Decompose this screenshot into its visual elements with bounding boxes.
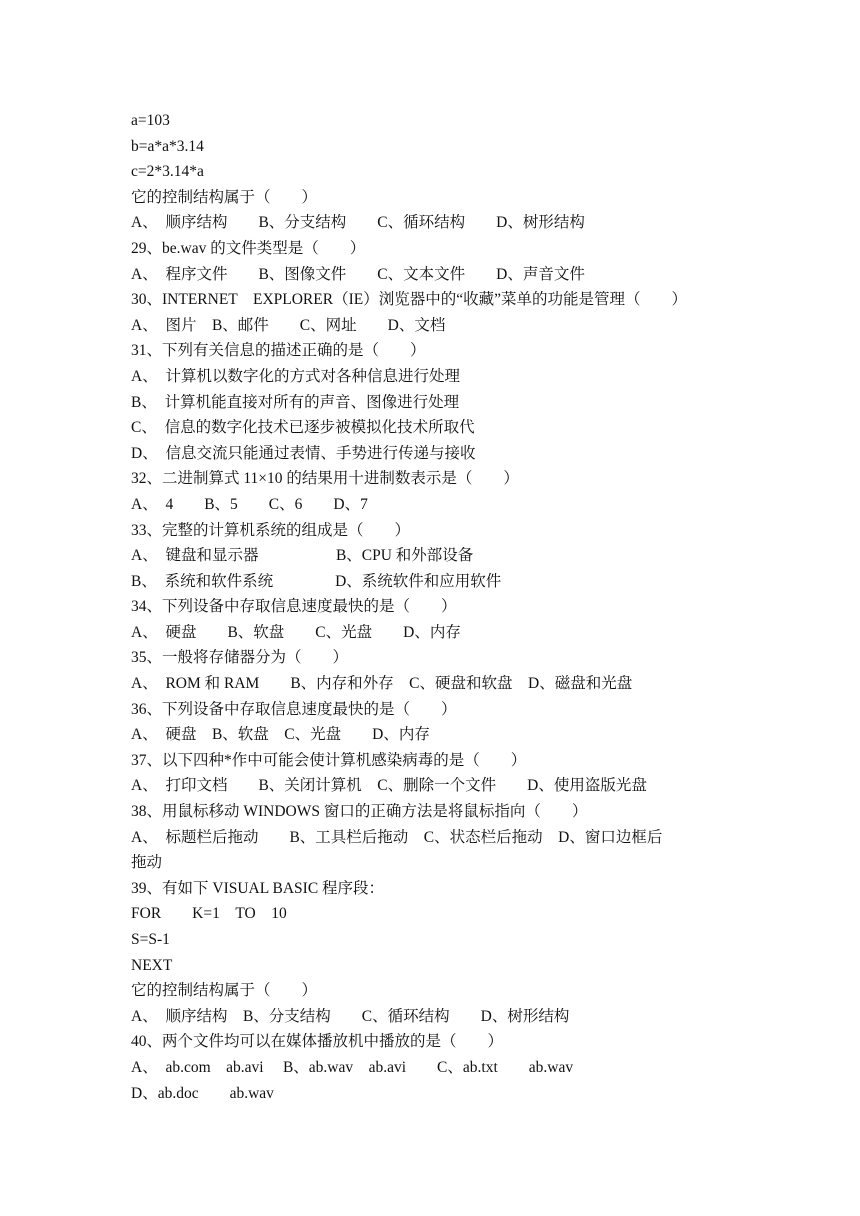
answer-option: C、 信息的数字化技术已逐步被模拟化技术所取代 [131,419,475,437]
question-39: 39、有如下 VISUAL BASIC 程序段： [131,879,385,897]
answer-options: A、 4 B、5 C、6 D、7 [131,495,368,513]
answer-option: A、 计算机以数字化的方式对各种信息进行处理 [131,367,460,385]
code-line: NEXT [131,956,173,974]
text-line: 它的控制结构属于（ ） [131,188,318,206]
code-line: FOR K=1 TO 10 [131,905,287,923]
answer-options: A、 键盘和显示器 B、CPU 和外部设备 [131,547,474,565]
answer-options: A、 顺序结构 B、分支结构 C、循环结构 D、树形结构 [131,1007,570,1025]
answer-option: D、 信息交流只能通过表情、手势进行传递与接收 [131,444,476,462]
question-37: 37、以下四种*作中可能会使计算机感染病毒的是（ ） [131,751,527,769]
answer-options: D、ab.doc ab.wav [131,1084,274,1102]
question-29: 29、be.wav 的文件类型是（ ） [131,239,366,257]
document-page [131,108,771,1106]
question-31: 31、下列有关信息的描述正确的是（ ） [131,342,426,360]
question-38: 38、用鼠标移动 WINDOWS 窗口的正确方法是将鼠标指向（ ） [131,803,588,821]
question-30: 30、INTERNET EXPLORER（IE）浏览器中的“收藏”菜单的功能是管理（ ） [131,291,687,309]
text-line: a=103 [131,112,170,129]
question-33: 33、完整的计算机系统的组成是（ ） [131,521,411,539]
answer-options: A、 ROM 和 RAM B、内存和外存 C、硬盘和软盘 D、磁盘和光盘 [131,675,633,693]
answer-options: A、 程序文件 B、图像文件 C、文本文件 D、声音文件 [131,265,585,283]
question-35: 35、一般将存储器分为（ ） [131,649,349,667]
question-32: 32、二进制算式 11×10 的结果用十进制数表示是（ ） [131,470,519,488]
text-line: c=2*3.14*a [131,163,204,181]
code-line: S=S-1 [131,931,170,948]
text-line: b=a*a*3.14 [131,137,204,155]
question-34: 34、下列设备中存取信息速度最快的是（ ） [131,598,457,616]
answer-options: A、 打印文档 B、关闭计算机 C、删除一个文件 D、使用盗版光盘 [131,777,647,795]
answer-options: A、 ab.com ab.avi B、ab.wav ab.avi C、ab.txt ab.wav [131,1058,574,1076]
question-40: 40、两个文件均可以在媒体播放机中播放的是（ ） [131,1033,504,1051]
answer-options: A、 标题栏后拖动 B、工具栏后拖动 C、状态栏后拖动 D、窗口边框后 [131,828,663,846]
text-line: 它的控制结构属于（ ） [131,982,318,1000]
answer-options: A、 硬盘 B、软盘 C、光盘 D、内存 [131,726,430,744]
question-36: 36、下列设备中存取信息速度最快的是（ ） [131,700,457,718]
answer-option: B、 计算机能直接对所有的声音、图像进行处理 [131,393,460,411]
answer-options: B、 系统和软件系统 D、系统软件和应用软件 [131,572,502,590]
answer-options: A、 顺序结构 B、分支结构 C、循环结构 D、树形结构 [131,214,585,232]
answer-options: A、 图片 B、邮件 C、网址 D、文档 [131,316,446,334]
answer-options: A、 硬盘 B、软盘 C、光盘 D、内存 [131,623,461,641]
answer-options-continued: 拖动 [131,854,163,872]
